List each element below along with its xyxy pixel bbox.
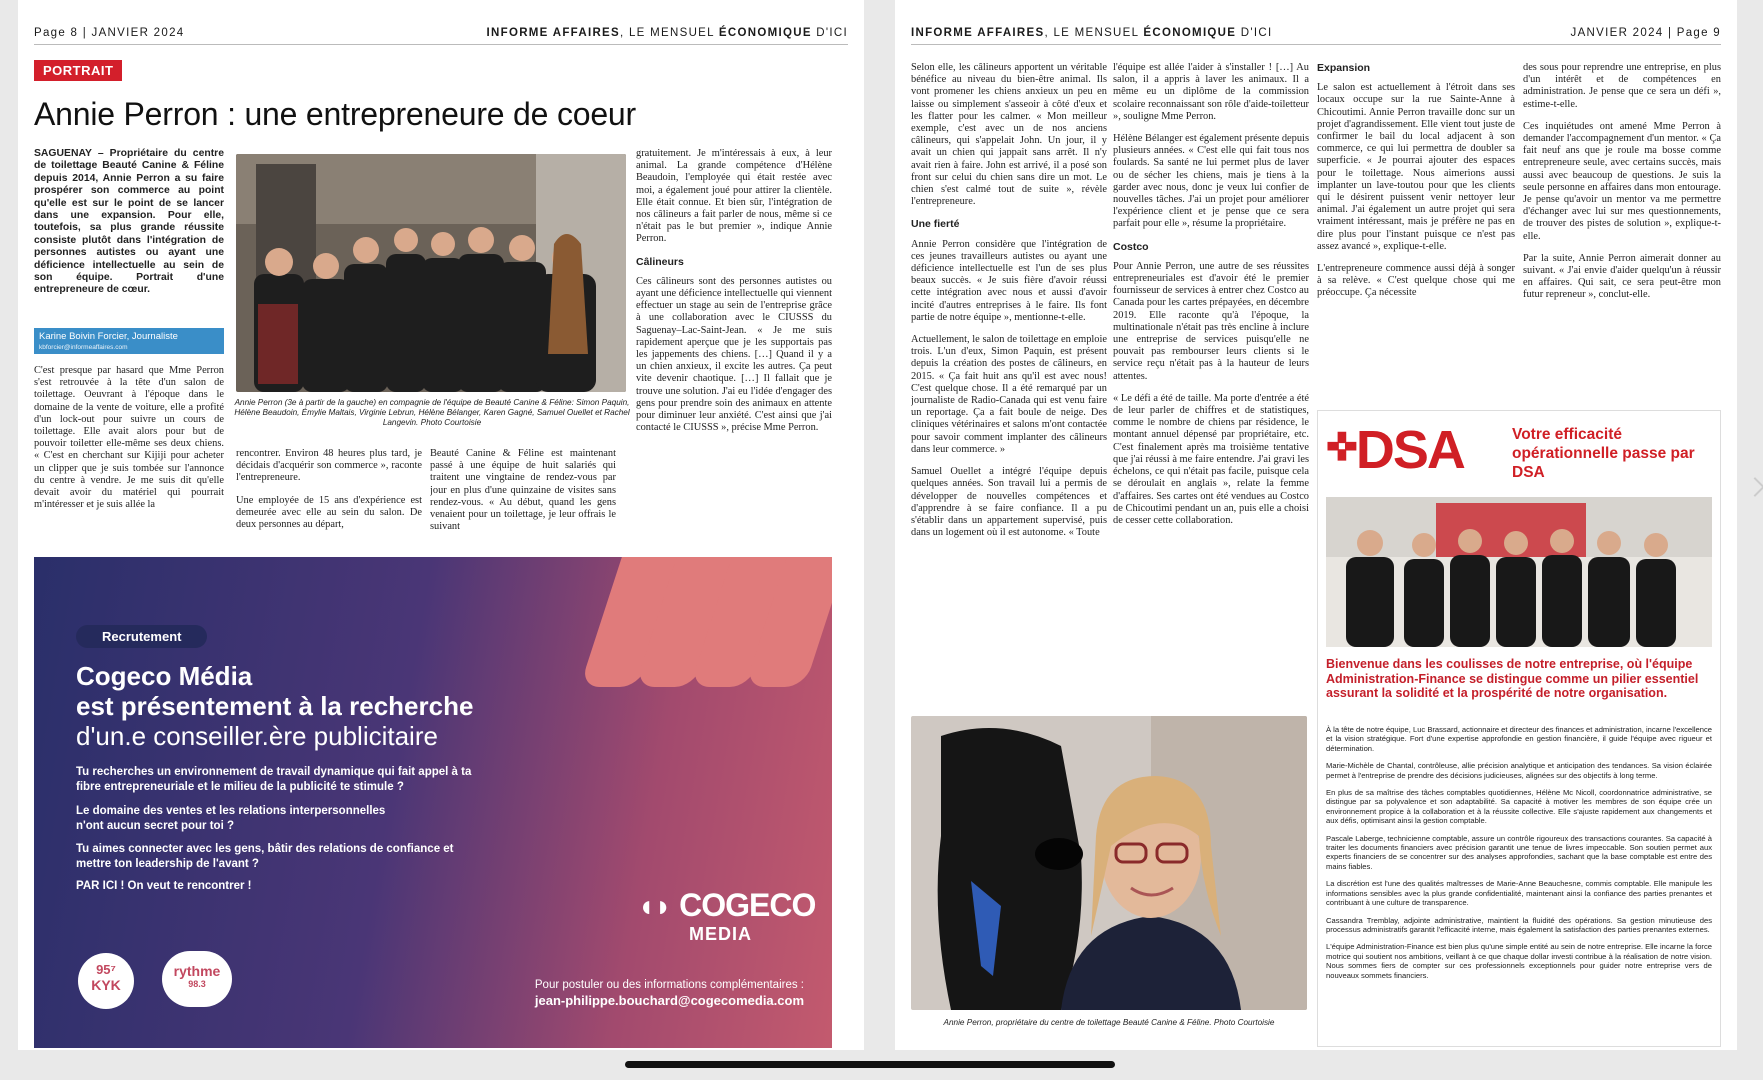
section-tag: PORTRAIT <box>34 60 122 81</box>
recruitment-pill: Recrutement <box>76 625 207 648</box>
page-header <box>34 27 848 45</box>
article-column-4: gratuitement. Je m'intéressais à eux, à leur animal. La grande compétence d'Hélène Beaudoin, l'employée qui était restée avec moi, a également joué pour attirer la clientèle. Elle était connue. Et bien sûr, l'intégration de nos câlineurs a fait parler de nous, même si ce n'était pas le but premier », indique Annie Perron. Câlineurs Ces câlineurs sont des personnes autistes ou ayant une déficience intellectuelle qui viennent effectuer un stage au sein de l'entreprise grâce à une collaboration avec le CIUSSS du Saguenay–Lac-Saint-Jean. « Je me suis rapidement aperçue que je les supportais pas les jappements des chiens. […] Quand il y a un chien anxieux, il excite les autres. Ça peut vite devenir chaotique. […] Il fallait que je trouve une solution. J'ai eu l'idée d'engager des gens pour prendre soin des animaux en attente pour diminuer leur anxiété. C'est ainsi que j'ai contacté le CIUSSS », précise Mme Perron. <box>636 148 832 434</box>
ad-headline: Cogeco Média est présentement à la recherche d'un.e conseiller.ère publicitaire <box>76 661 474 751</box>
cogeco-media-logo: ◖◗ COGECO MEDIA <box>637 887 816 944</box>
portrait-photo-caption: Annie Perron, propriétaire du centre de toilettage Beauté Canine & Féline. Photo Courtoisie <box>943 1018 1275 1027</box>
dsa-advertisement[interactable] <box>1317 410 1721 1047</box>
article-column-5: Selon elle, les câlineurs apportent un véritable bénéfice au niveau du bien-être animal. Ils vont promener les chiens anxieux un peu en laisse ou simplement s'asseoir à côté d'eux et les flatter pour les calmer. « Mon meilleur exemple, c'est avec un de nos anciens câlineurs, qui s'appelait John. Un jour, il y avait un chien qui jappait sans arrêt. Il n'y avait rien à faire. John est arrivé, il a posé son front sur celui du chien sans dire un mot. Le chien s'est calmé tout de suite », révèle l'entrepreneure. Une fierté Annie Perron considère que l'intégration de ces jeunes travailleurs autistes ou ayant une déficience intellectuelle est l'un de ses plus beaux succès. « Je suis fière d'avoir réussi cette intégration avec nous et aussi d'avoir incité d'autres entreprises à le faire. Ils font partie de notre équipe », mentionne-t-elle. Actuellement, le salon de toilettage en emploie trois. L'un d'eux, Simon Paquin, est présent depuis la création des postes de câlineurs, en 2015. « Ça fait huit ans qu'il est avec nous! C'est quelque chose. Il a été remarqué par un journaliste de Radio-Canada qui est venu faire un reportage. Ça a fait boule de neige. Des cliniques vétérinaires et salons m'ont contactée pour savoir comment implanter des câlineurs dans leur commerce. » Samuel Ouellet a intégré l'équipe depuis quelques années. Son travail lui a permis de développer de nouvelles compétences et d'apprendre à se faire confiance. Il a pu s'établir dans un appartement supervisé, puis dans un logement où il est autonome. « Toute <box>911 62 1107 539</box>
article-column-6: l'équipe est allée l'aider à s'installer ! […] Au salon, il a appris à laver les animaux. Il a même eu un diplôme de la commission scolaire reconnaissant son rôle d'aide-toiletteur », souligne Mme Perron. Hélène Bélanger est également présente depuis plusieurs années. « C'est elle qui fait tous nos foulards. Sa santé ne lui permet plus de laver ou de sécher les chiens, mais je tiens à la garder avec nous, donc je veux lui confier de nouvelles tâches. J'ai un projet pour améliorer l'expérience client et je pense que ce sera parfait pour elle », résume la propriétaire. Costco Pour Annie Perron, une autre de ses réussites entrepreneuriales est d'avoir été le premier fournisseur de services à entrer chez Costco au Canada pour les cartes prépayées, en décembre 2019. Elle raconte qu'à l'époque, la multinationale n'était pas très encline à inclure une entreprise de services puisqu'elle ne pouvait pas rembourser leurs clients si le service reçu n'était pas à la hauteur de leurs attentes. « Le défi a été de taille. Ma porte d'entrée a été de leur parler de chiffres et de statistiques, comme le nombre de chiens par résidence, le montant annuel dépensé par propriétaire, etc. C'est finalement après ma troisième tentative que j'ai réussi à me faire entendre. J'ai gravi les échelons, ce qui n'était pas facile, puisque cela se déroulait en anglais », relate la femme d'affaires. Ses cartes ont été vendues au Costco de Chicoutimi pendant un an, puis elle a choisi de cesser cette collaboration. <box>1113 62 1309 526</box>
team-photo <box>236 154 626 392</box>
article-lead: SAGUENAY – Propriétaire du centre de toilettage Beauté Canine & Féline depuis 2014, Annie Perron a su faire prospérer son commerce au point qu'elle est sur le point de se lancer dans une expansion. Pour elle, toutefois, sa plus grande réussite consiste plutôt dans l'intégration de personnes autistes ou ayant une déficience intellectuelle au sein de son équipe. Portrait d'une entrepreneure de cœur. <box>34 148 224 296</box>
header-publication: INFORME AFFAIRES, LE MENSUEL ÉCONOMIQUE D'ICI <box>911 27 1273 39</box>
page-9 <box>895 0 1737 1050</box>
dsa-body: À la tête de notre équipe, Luc Brassard, actionnaire et directeur des finances et administration, incarne l'excellence et la vision stratégique. Fort d'une expertise approfondie en gestion financière, il guide l'équipe avec rigueur et détermination. Marie-Michèle de Chantal, contrôleuse, allie précision analytique et anticipation des tendances. Sa vision éclairée permet à l'entreprise de prendre des décisions judicieuses, alignées sur des objectifs à long terme. En plus de sa maîtrise des tâches comptables quotidiennes, Hélène Mc Nicoll, coordonnatrice administrative, se distingue par sa polyvalence et son adaptabilité. Sa capacité à motiver les membres de son équipe crée un environnement propice à la collaboration et à la réussite collective. Elle s'ajuste rapidement aux changements et aux défis, optimisant ainsi la gestion comptable. Pascale Laberge, technicienne comptable, assure un contrôle rigoureux des transactions courantes. Sa capacité à traiter les documents financiers avec précision garantit une tenue de livres impeccable. Son soutien permet aux experts financiers de se concentrer sur des analyses approfondies, sachant que la base comptable est entre des mains fiables. La discrétion est l'une des qualités maîtresses de Marie-Anne Beauchesne, commis comptable. Elle manipule les informations sensibles avec la plus grande confidentialité, maintenant ainsi la confiance des parties prenantes et contribuant à une culture de transparence. Cassandra Tremblay, adjointe administrative, maintient la fluidité des opérations. Sa gestion minutieuse des processus administratifs garantit l'efficacité interne, mais également la satisfaction des parties prenantes externes. L'équipe Administration-Finance est bien plus qu'une simple entité au sein de notre entreprise. Elle incarne la force motrice qui soutient nos ambitions, veillant à ce que chaque dollar investi contribue à la réalisation de notre vision. Nous sommes fiers de compter sur ces professionnels exceptionnels pour guider notre entreprise vers de nouveaux sommets financiers. <box>1326 725 1712 980</box>
subheading-fierte: Une fierté <box>911 218 960 231</box>
header-page-date: JANVIER 2024 | Page 9 <box>1570 27 1721 39</box>
page-8 <box>18 0 864 1050</box>
dsa-logo: ✜DSA <box>1326 420 1464 480</box>
home-indicator[interactable] <box>625 1061 1115 1068</box>
dsa-tagline: Votre efficacité opérationnelle passe par DSA <box>1512 426 1695 481</box>
rythme-radio-logo: rythme 98.3 <box>162 951 232 1007</box>
article-column-2: rencontrer. Environ 48 heures plus tard, je décidais d'acquérir son commerce », raconte l'entrepreneure. Une employée de 15 ans d'expérience est demeurée avec elle au sein du salon. De deux personnes au départ, <box>236 448 422 531</box>
team-photo-caption: Annie Perron (3e à partir de la gauche) en compagnie de l'équipe de Beauté Canine & Féline: Simon Paquin, Hélène Beaudoin, Émylie Maltais, Virginie Lebrun, Hélène Bélanger, Karen Gagné, Samuel Ouellet et Rachel Langevin. Photo Courtoisie <box>234 398 630 427</box>
byline: Karine Boivin Forcier, Journaliste kbforcier@informeaffaires.com <box>34 328 224 354</box>
ad-question-1: Tu recherches un environnement de travail dynamique qui fait appel à ta fibre entrepreneuriale et le milieu de la publicité te stimule ? <box>76 766 472 793</box>
subheading-costco: Costco <box>1113 240 1149 253</box>
page-header <box>911 27 1721 45</box>
contact-email-link[interactable]: jean-philippe.bouchard@cogecomedia.com <box>534 993 804 1008</box>
subheading-expansion: Expansion <box>1317 62 1371 74</box>
header-page-date: Page 8 | JANVIER 2024 <box>34 27 185 39</box>
article-column-3: Beauté Canine & Féline est maintenant passé à une équipe de huit salariés qui traitent une vingtaine de rendez-vous par jour en plus d'une quinzaine de visites sans rendez-vous. « Au début, quand les gens venaient pour un toilettage, je leur offrais le suivant <box>430 448 616 533</box>
subheading-calineurs: Câlineurs <box>636 255 684 268</box>
ad-call-to-action: PAR ICI ! On veut te rencontrer ! <box>76 880 252 892</box>
article-title: Annie Perron : une entrepreneure de coeur <box>34 96 636 132</box>
article-column-1: C'est presque par hasard que Mme Perron s'est retrouvée à la tête d'un salon de toilettage. Oeuvrant à l'époque dans le domaine de la vente de voiture, elle a profité d'un lock-out pour suivre un cours de toilettage. Elle avait alors pour but de pouvoir toiletter elle-même ses deux chiens. « C'est en cherchant sur Kijiji pour acheter un clipper que je suis tombée sur l'annonce du centre à vendre. Je me suis dit qu'elle devait avoir du matériel qui pourrait m'intéresser et je suis allée la <box>34 365 224 511</box>
kyk-radio-logo: 95⁷ KYK <box>78 953 134 1009</box>
dsa-intro: Bienvenue dans les coulisses de notre entreprise, où l'équipe Administration-Finance se distingue comme un pilier essentiel assurant la solidité et la prospérité de notre organisation. <box>1326 657 1699 700</box>
header-publication: INFORME AFFAIRES, LE MENSUEL ÉCONOMIQUE D'ICI <box>486 27 848 39</box>
next-page-chevron-icon[interactable] <box>1745 477 1763 497</box>
dsa-star-icon: ✜ <box>1326 427 1356 469</box>
article-column-8: des sous pour reprendre une entreprise, en plus d'un intérêt et de compétences en administration. Je pense que ce sera un défi », estime-t-elle. Ces inquiétudes ont amené Mme Perron à demander l'accompagnement d'un mentor. « Ça fait neuf ans que je roule ma bosse comme entrepreneure seule, avec certains succès, mais aussi avec beaucoup de questions. Je suis la seule personne en affaires dans mon entourage. Je pense qu'avoir un mentor va me permettre d'échanger avec lui sur mes questionnements, de trouver des pistes de solution », explique-t-elle. Par la suite, Annie Perron aimerait donner au suivant. « J'ai envie d'aider quelqu'un à réussir en affaires. Qui sait, ce sera peut-être mon futur repreneur », conclut-elle. <box>1523 62 1721 301</box>
ad-contact[interactable]: Pour postuler ou des informations complémentaires : jean-philippe.bouchard@cogecomedia.com <box>534 979 804 1008</box>
portrait-photo <box>911 716 1307 1010</box>
article-column-7: Expansion Le salon est actuellement à l'étroit dans ses locaux occupe sur la rue Sainte-Anne à Chicoutimi. Annie Perron travaille donc sur un projet d'agrandissement. Elle vient tout juste de confirmer le bail du local adjacent à son commerce, ce qui lui permettra de doubler sa superficie. « Je pourrai ajouter des espaces pour le toilettage. Nous aimerions aussi implanter un lave-toutou pour que les clients qui le désirent puissent venir nettoyer leur animal. J'ai également un autre projet qui sera vraiment intéressant, mais je préfère ne pas en dire plus pour l'instant puisque ce n'est pas assez avancé », explique-t-elle. L'entrepreneure commence aussi déjà à songer à sa relève. « C'est quelque chose qui me préoccupe. Ça nécessite <box>1317 62 1515 299</box>
ad-question-3: Tu aimes connecter avec les gens, bâtir des relations de confiance et mettre ton leadership de l'avant ? <box>76 843 454 870</box>
ad-question-2: Le domaine des ventes et les relations interpersonnelles n'ont aucun secret pour toi ? <box>76 805 386 832</box>
cogeco-recruitment-ad[interactable] <box>34 557 832 1048</box>
dsa-team-photo <box>1326 497 1712 647</box>
